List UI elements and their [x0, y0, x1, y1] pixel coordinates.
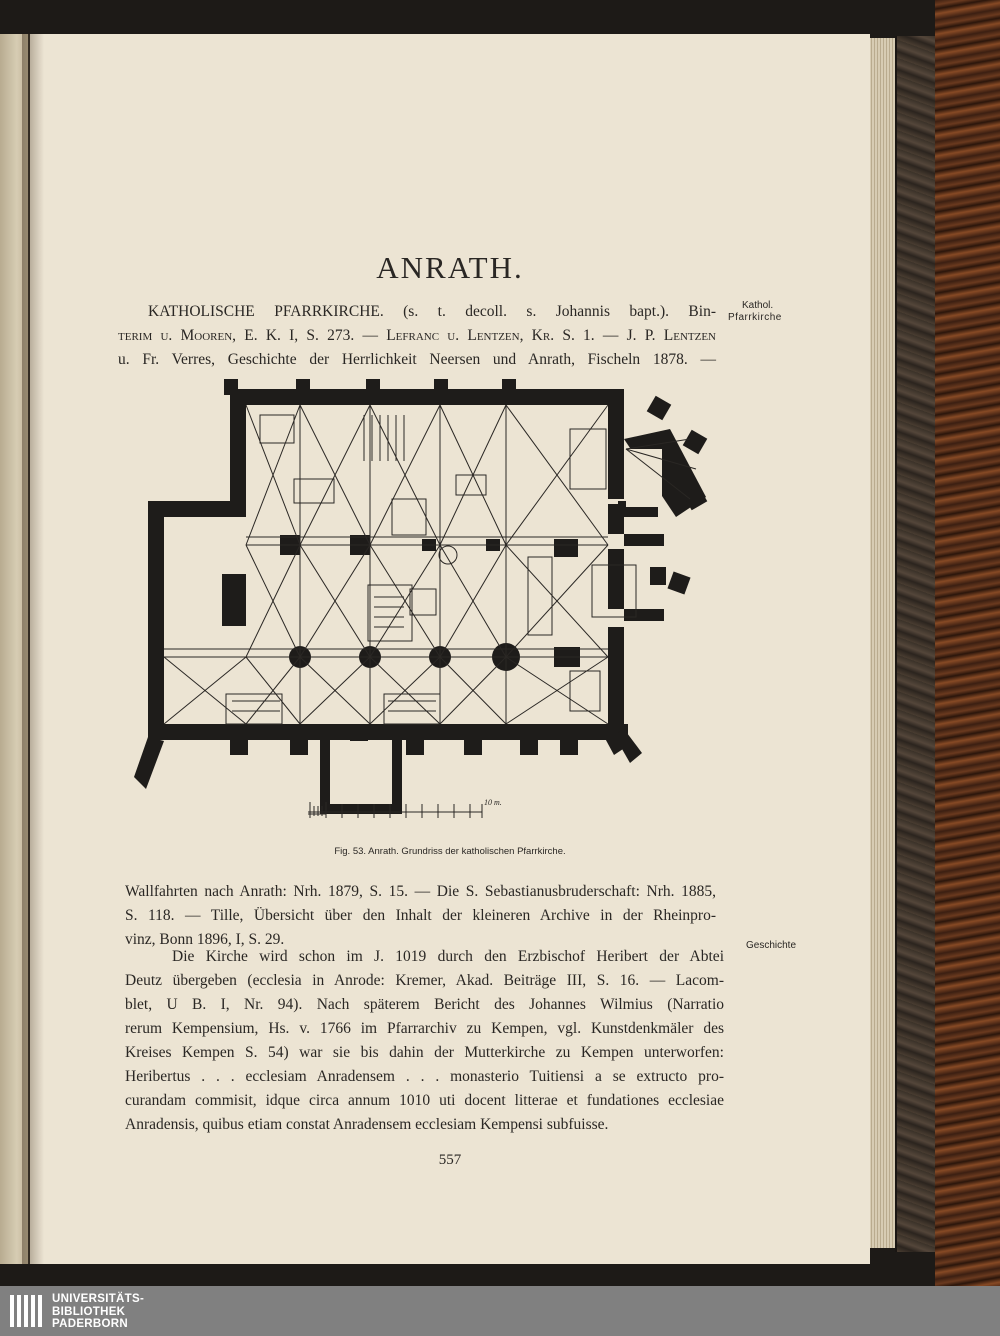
margin-note-pfarrkirche: Pfarrkirche — [728, 312, 782, 323]
book-cover-edge — [895, 36, 937, 1252]
margin-note-kathol: Kathol. — [742, 300, 774, 311]
figure-caption: Fig. 53. Anrath. Grundriss der katholischen Pfarrkirche. — [334, 846, 566, 857]
paragraph1-line-1: Wallfahrten nach Anrath: Nrh. 1879, S. 15. — Die S. Sebastianusbruderschaft: Nrh. 1885, — [125, 883, 716, 900]
page-gutter-shadow — [22, 34, 44, 1264]
book-page — [30, 34, 870, 1264]
paragraph1-line-2: S. 118. — Tille, Übersicht über den Inhalt der kleineren Archive in der Rheinpro- — [125, 907, 716, 924]
page-number: 557 — [438, 1152, 462, 1168]
church-floor-plan — [130, 379, 710, 819]
scale-bar — [306, 792, 516, 822]
intro-line-2: terim u. Mooren, E. K. I, S. 273. — Lefranc u. Lentzen, Kr. S. 1. — J. P. Lentzen — [118, 327, 716, 344]
paragraph2-line-7: curandam commisit, idque circa annum 1010 uti docent litterae et fundationes ecclesiae — [125, 1092, 724, 1109]
paragraph1-line-3: vinz, Bonn 1896, I, S. 29. — [125, 931, 285, 948]
paragraph2-line-1: Die Kirche wird schon im J. 1019 durch den Erzbischof Heribert der Abtei — [172, 948, 724, 965]
paragraph2-line-3: blet, U B. I, Nr. 94). Nach späterem Bericht des Johannes Wilmius (Narratio — [125, 996, 724, 1013]
marbled-cover — [935, 0, 1000, 1286]
library-name-line-1: UNIVERSITÄTS- — [52, 1293, 145, 1305]
paragraph2-line-8: Anradensis, quibus etiam constat Anradensem ecclesiam Kempensi subfuisse. — [125, 1116, 609, 1133]
library-name-line-3: PADERBORN — [52, 1318, 128, 1330]
page-title: ANRATH. — [376, 250, 524, 285]
footer-bar — [0, 1286, 1000, 1336]
scale-unit: 10 m. — [484, 798, 502, 807]
library-name — [52, 1293, 144, 1331]
intro-line-3: u. Fr. Verres, Geschichte der Herrlichkeit Neersen und Anrath, Fischeln 1878. — — [118, 351, 716, 368]
intro-line-1: KATHOLISCHE PFARRKIRCHE. (s. t. decoll. s. Johannis bapt.). Bin- — [148, 303, 716, 320]
paragraph2-line-4: rerum Kempensium, Hs. v. 1766 im Pfarrarchiv zu Kempen, vgl. Kunstdenkmäler des — [125, 1020, 724, 1037]
page-stack-edge — [866, 38, 896, 1248]
paragraph2-line-5: Kreises Kempen S. 54) war sie bis dahin der Mutterkirche zu Kempen unterworfen: — [125, 1044, 724, 1061]
paragraph2-line-6: Heribertus . . . ecclesiam Anradensem . . . monasterio Tuitiensi a se extructo pro- — [125, 1068, 724, 1085]
paragraph2-line-2: Deutz übergeben (ecclesia in Anrode: Kremer, Akad. Beiträge III, S. 16. — Lacom- — [125, 972, 724, 989]
library-name-line-2: BIBLIOTHEK — [52, 1305, 126, 1318]
library-logo-icon — [8, 1291, 48, 1331]
margin-note-geschichte: Geschichte — [746, 940, 797, 951]
